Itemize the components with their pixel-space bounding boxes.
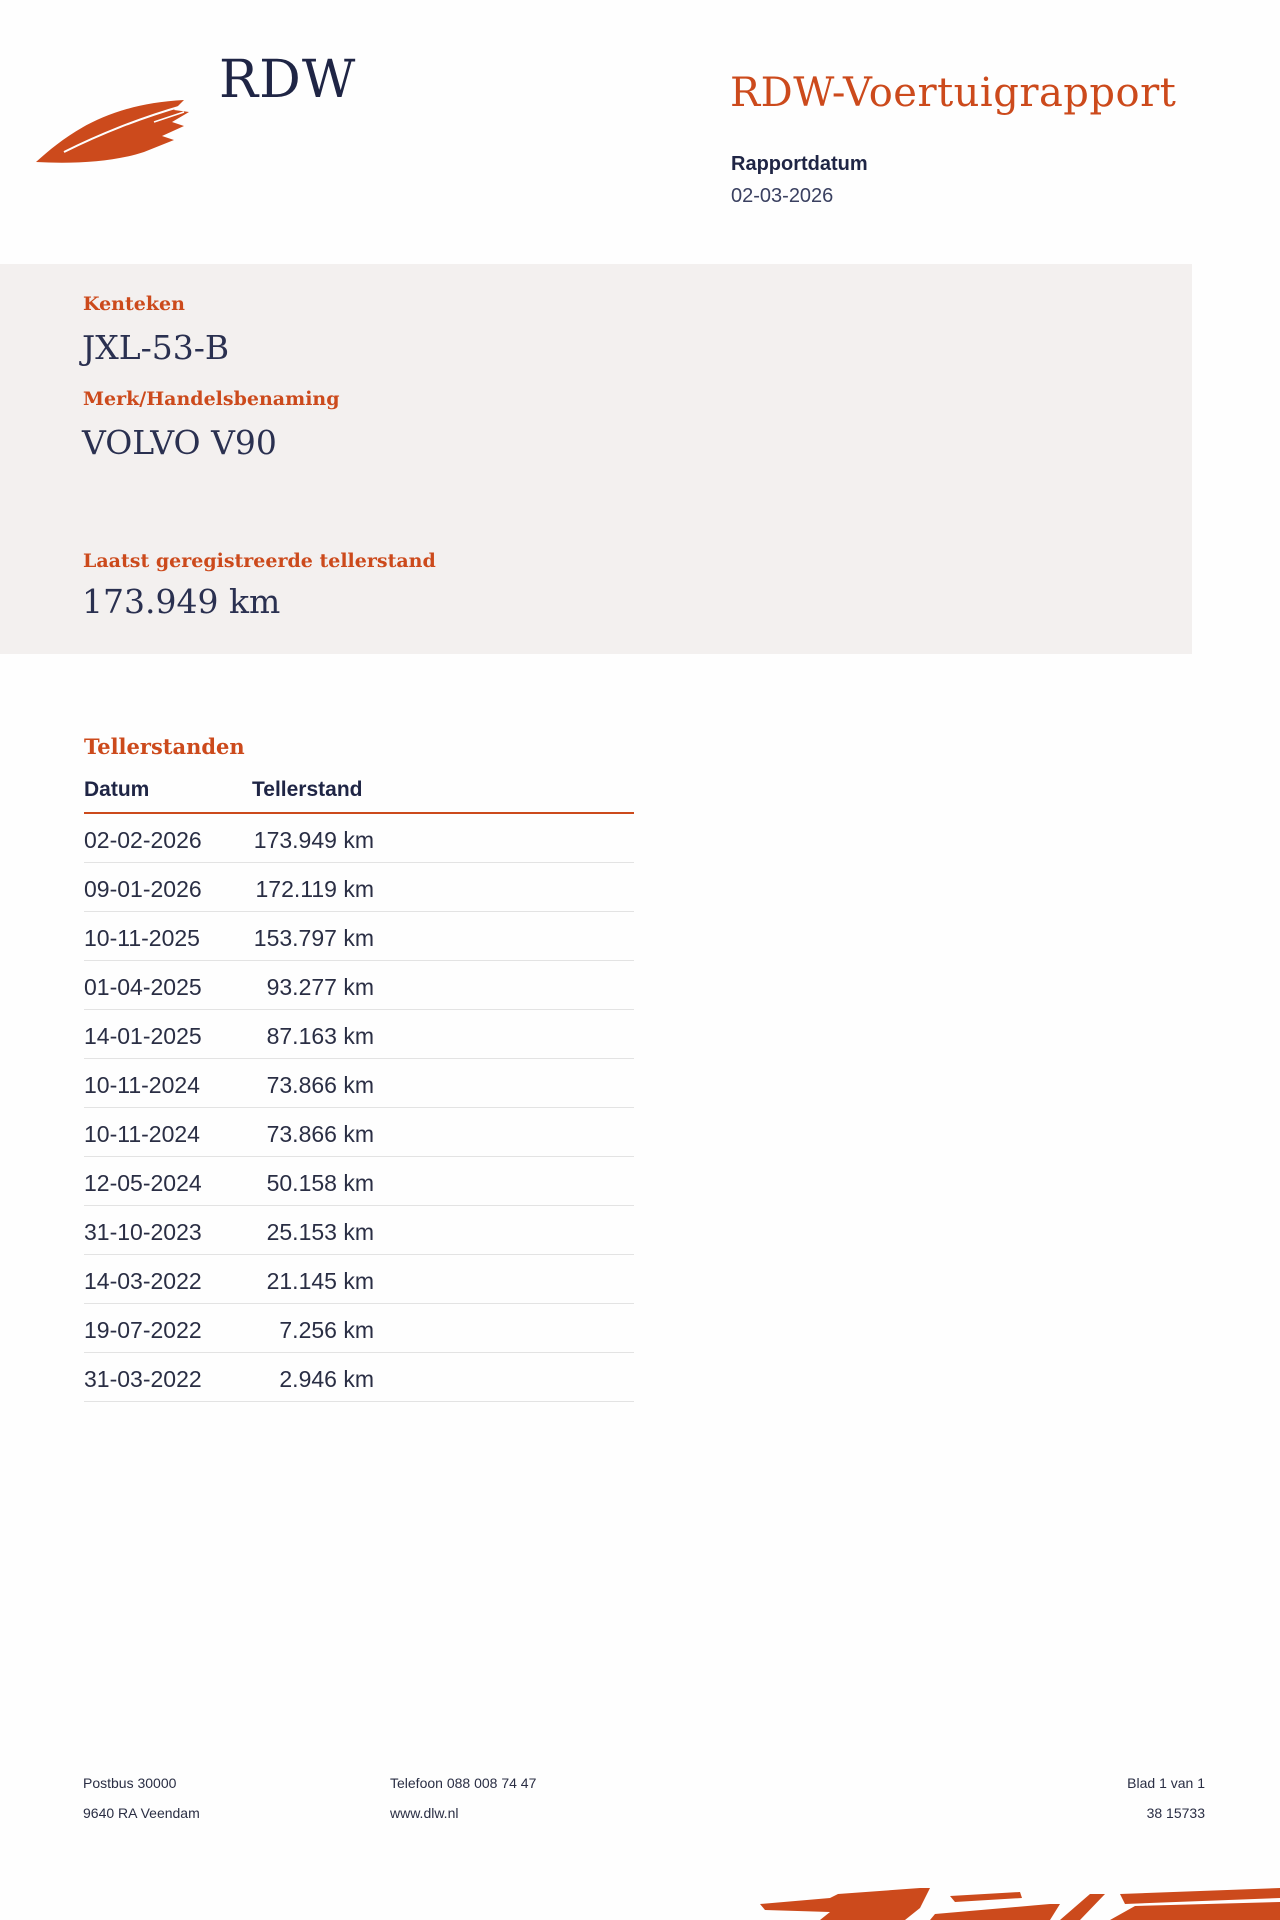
row-odometer: 21.145 km bbox=[266, 1268, 374, 1294]
footer-address-line2: 9640 RA Veendam bbox=[83, 1805, 200, 1821]
row-date: 19-07-2022 bbox=[84, 1317, 202, 1343]
table-row bbox=[84, 1010, 634, 1059]
row-odometer: 7.256 km bbox=[279, 1317, 374, 1343]
row-odometer: 153.797 km bbox=[253, 925, 374, 951]
table-row bbox=[84, 863, 634, 912]
orange-stripes-icon bbox=[760, 1884, 1280, 1920]
last-odometer-label: Laatst geregistreerde tellerstand bbox=[83, 550, 436, 572]
footer-address-line1: Postbus 30000 bbox=[83, 1775, 177, 1791]
row-odometer: 87.163 km bbox=[266, 1023, 374, 1049]
vehicle-summary-panel bbox=[0, 264, 1192, 654]
row-odometer: 25.153 km bbox=[266, 1219, 374, 1245]
row-date: 01-04-2025 bbox=[84, 974, 202, 1000]
rdw-feather-icon bbox=[34, 82, 194, 166]
odometer-section-title: Tellerstanden bbox=[84, 734, 245, 759]
last-odometer-value: 173.949 km bbox=[82, 582, 281, 621]
table-row bbox=[84, 912, 634, 961]
table-row bbox=[84, 814, 634, 863]
table-row bbox=[84, 961, 634, 1010]
row-odometer: 2.946 km bbox=[279, 1366, 374, 1392]
row-odometer: 50.158 km bbox=[266, 1170, 374, 1196]
row-date: 14-01-2025 bbox=[84, 1023, 202, 1049]
row-odometer: 173.949 km bbox=[253, 827, 374, 853]
footer-website: www.dlw.nl bbox=[390, 1805, 459, 1821]
table-row bbox=[84, 1059, 634, 1108]
row-date: 10-11-2024 bbox=[84, 1072, 200, 1098]
table-row bbox=[84, 1353, 634, 1402]
row-date: 10-11-2025 bbox=[84, 925, 200, 951]
plate-value: JXL-53-B bbox=[82, 328, 230, 367]
row-date: 14-03-2022 bbox=[84, 1268, 202, 1294]
logo-text: RDW bbox=[219, 50, 357, 110]
row-date: 02-02-2026 bbox=[84, 827, 202, 853]
table-row bbox=[84, 1206, 634, 1255]
row-odometer: 73.866 km bbox=[266, 1072, 374, 1098]
row-date: 31-10-2023 bbox=[84, 1219, 202, 1245]
row-date: 12-05-2024 bbox=[84, 1170, 202, 1196]
footer-page-number: Blad 1 van 1 bbox=[1127, 1775, 1205, 1791]
table-header bbox=[84, 770, 634, 814]
table-row bbox=[84, 1108, 634, 1157]
brand-value: VOLVO V90 bbox=[82, 423, 277, 462]
footer-phone: Telefoon 088 008 74 47 bbox=[390, 1775, 537, 1791]
brand-label: Merk/Handelsbenaming bbox=[83, 388, 340, 410]
row-odometer: 172.119 km bbox=[255, 876, 374, 902]
row-date: 09-01-2026 bbox=[84, 876, 202, 902]
report-date-value: 02-03-2026 bbox=[731, 185, 834, 207]
row-odometer: 93.277 km bbox=[266, 974, 374, 1000]
odometer-table bbox=[84, 770, 634, 1402]
report-title: RDW-Voertuigrapport bbox=[730, 70, 1177, 116]
report-date-label: Rapportdatum bbox=[731, 153, 868, 175]
table-row bbox=[84, 1304, 634, 1353]
column-header-date: Datum bbox=[84, 778, 150, 801]
table-row bbox=[84, 1255, 634, 1304]
row-date: 31-03-2022 bbox=[84, 1366, 202, 1392]
footer-code: 38 15733 bbox=[1146, 1805, 1205, 1821]
column-header-odometer: Tellerstand bbox=[252, 778, 363, 801]
row-odometer: 73.866 km bbox=[266, 1121, 374, 1147]
plate-label: Kenteken bbox=[83, 293, 185, 315]
row-date: 10-11-2024 bbox=[84, 1121, 200, 1147]
table-row bbox=[84, 1157, 634, 1206]
